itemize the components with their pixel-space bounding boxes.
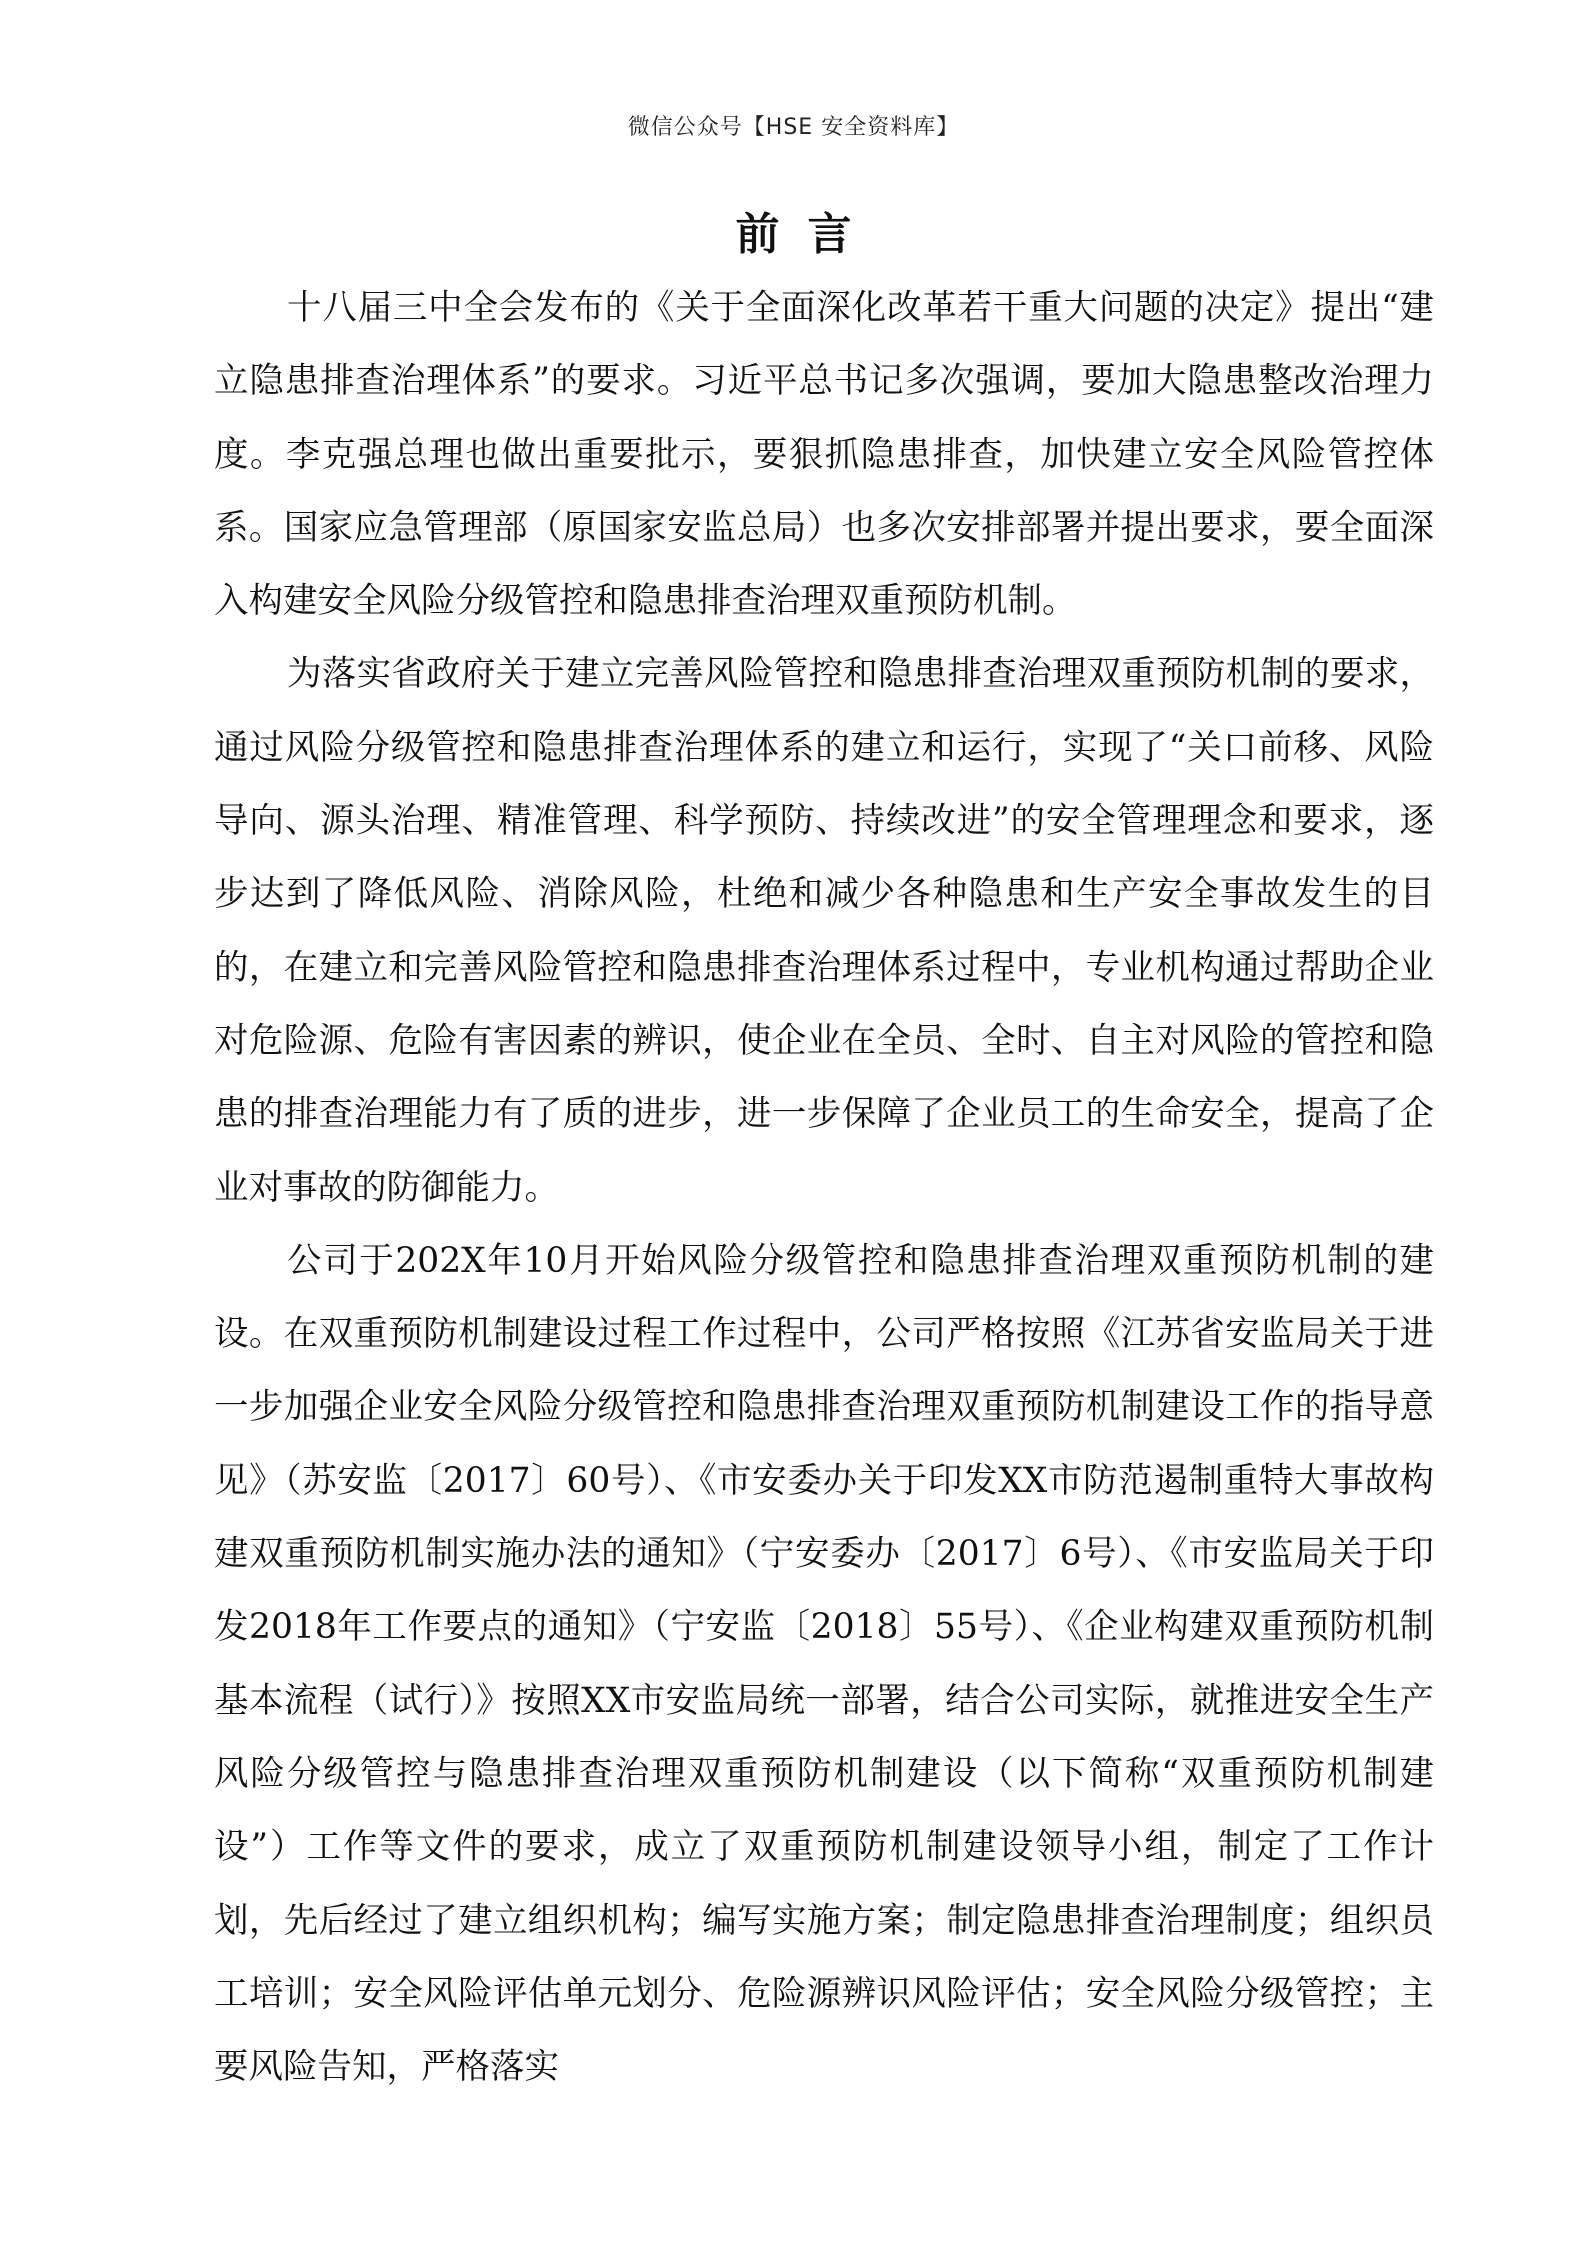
- page-title: 前言: [735, 209, 880, 260]
- paragraph-3: 公司于202X年10月开始风险分级管控和隐患排查治理双重预防机制的建设。在双重预防机制建设过程工作过程中，公司严格按照《江苏省安监局关于进一步加强企业安全风险分级管控和隐患排查治理双重预防机制建设工作的指导意见》（苏安监〔2017〕60号）、《市安委办关于印发XX市防范遏制重特大事故构建双重预防机制实施办法的通知》（宁安委办〔2017〕6号）、《市安监局关于印发2018年工作要点的通知》（宁安监〔2018〕55号）、《企业构建双重预防机制基本流程（试行）》按照XX市安监局统一部署，结合公司实际，就推进安全生产风险分级管控与隐患排查治理双重预防机制建设（以下简称“双重预防机制建设”）工作等文件的要求，成立了双重预防机制建设领导小组，制定了工作计划，先后经过了建立组织机构；编写实施方案；制定隐患排查治理制度；组织员工培训；安全风险评估单元划分、危险源辨识风险评估；安全风险分级管控；主要风险告知，严格落实: [214, 1240, 1434, 2088]
- paragraph-1: 十八届三中全会发布的《关于全面深化改革若干重大问题的决定》提出“建立隐患排查治理体系”的要求。习近平总书记多次强调，要加大隐患整改治理力度。李克强总理也做出重要批示，要狠抓隐患排查，加快建立安全风险管控体系。国家应急管理部（原国家安监总局）也多次安排部署并提出要求，要全面深入构建安全风险分级管控和隐患排查治理双重预防机制。: [214, 288, 1434, 622]
- document-body: [214, 272, 1434, 2104]
- page-header: 微信公众号【HSE 安全资料库】: [627, 115, 960, 140]
- paragraph-2: 为落实省政府关于建立完善风险管控和隐患排查治理双重预防机制的要求，通过风险分级管控和隐患排查治理体系的建立和运行，实现了“关口前移、风险导向、源头治理、精准管理、科学预防、持续改进”的安全管理理念和要求，逐步达到了降低风险、消除风险，杜绝和减少各种隐患和生产安全事故发生的目的，在建立和完善风险管控和隐患排查治理体系过程中，专业机构通过帮助企业对危险源、危险有害因素的辨识，使企业在全员、全时、自主对风险的管控和隐患的排查治理能力有了质的进步，进一步保障了企业员工的生命安全，提高了企业对事故的防御能力。: [214, 654, 1434, 1208]
